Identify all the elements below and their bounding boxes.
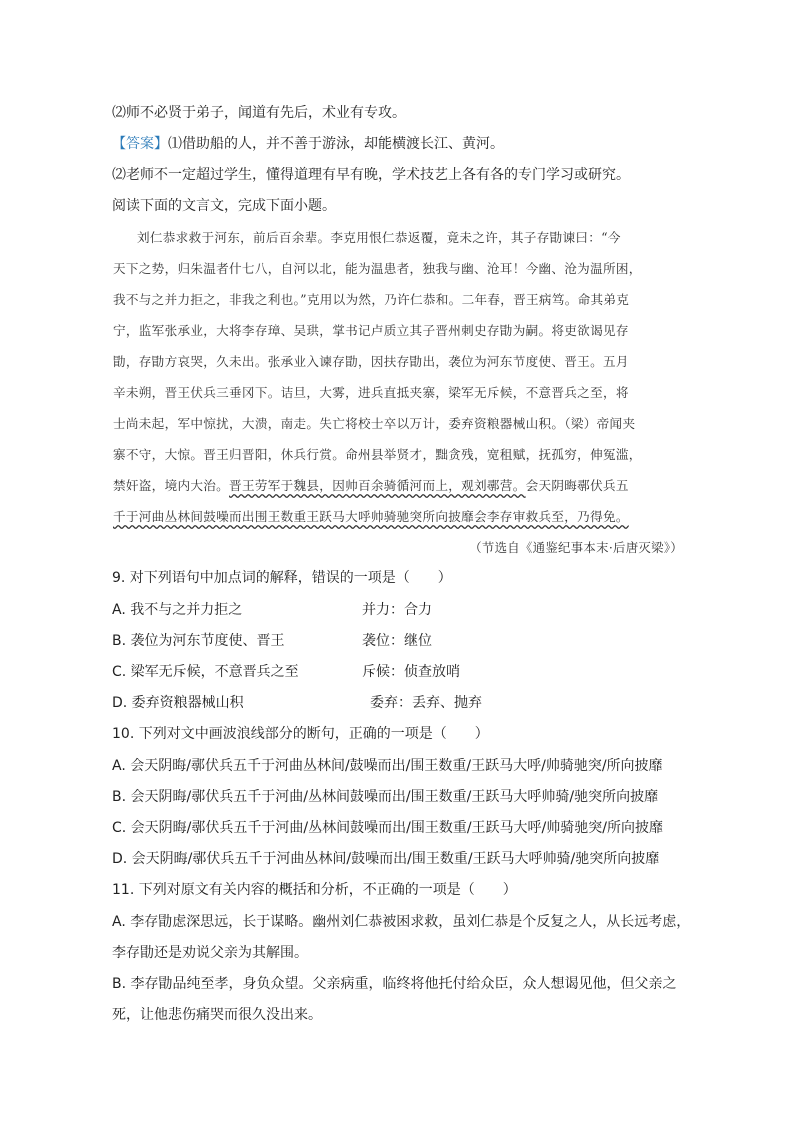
q10-option-c: C. 会天阴晦/鄩伏兵五千于河曲/丛林间鼓噪而出/围王数重/王跃马大呼/帅骑驰突/所向披靡 xyxy=(112,820,663,836)
q9-option-b-gloss: 袭位：继位 xyxy=(362,633,432,649)
q9-option-c-gloss: 斥候：侦查放哨 xyxy=(362,664,460,680)
q9-option-a-gloss: 并力：合力 xyxy=(362,602,432,618)
q9-option-a xyxy=(112,600,432,620)
prev-question-item-2: ⑵师不必贤于弟子，闻道有先后，术业有专攻。 xyxy=(112,105,406,121)
q9-option-b-sentence: B. 袭位为河东节度使、晋王 xyxy=(112,633,285,649)
q11-option-b-line-1: B. 李存勖品纯至孝，身负众望。父亲病重，临终将他托付给众臣，众人想谒见他，但父亲之 xyxy=(112,976,677,992)
wavy-underlined-part-1: 晋王劳军于魏县，因帅百余骑循河而上，观刘鄩营。 xyxy=(229,478,526,493)
answer-line-1 xyxy=(112,134,504,154)
q9-option-d-gloss: 委弃：丢弃、抛弃 xyxy=(370,695,482,711)
q11-option-a-line-1: A. 李存勖虑深思远，长于谋略。幽州刘仁恭被困求救，虽刘仁恭是个反复之人，从长远考虑， xyxy=(112,914,691,930)
passage-line-9 xyxy=(113,476,629,496)
passage-line-6: 辛未朔，晋王伏兵三垂冈下。诘旦，大雾，进兵直抵夹寨，梁军无斥候，不意晋兵之至，将 xyxy=(113,385,629,400)
answer-1-text: ⑴借助船的人，并不善于游泳，却能横渡长江、黄河。 xyxy=(168,136,504,152)
q9-option-d-sentence: D. 委弃资粮器械山积 xyxy=(112,695,244,711)
answer-line-2: ⑵老师不一定超过学生，懂得道理有早有晚，学术技艺上各有各的专门学习或研究。 xyxy=(112,167,630,183)
q9-option-c-sentence: C. 梁军无斥候，不意晋兵之至 xyxy=(112,664,299,680)
q9-option-b xyxy=(112,631,432,651)
question-10-stem: 10. 下列对文中画波浪线部分的断句，正确的一项是（ ） xyxy=(112,726,489,742)
passage-line-8: 寨不守，大惊。晋王归晋阳，休兵行赏。命州县举贤才，黜贪残，宽租赋，抚孤穷，伸冤滥， xyxy=(113,447,642,462)
passage-line-3: 我不与之并力拒之，非我之利也。”克用以为然，乃许仁恭和。二年春，晋王病笃。命其弟克 xyxy=(113,292,630,307)
classical-passage xyxy=(113,228,683,558)
passage-line-5: 勖，存勖方哀哭，久未出。张承业入谏存勖，因扶存勖出，袭位为河东节度使、晋王。五月 xyxy=(113,354,629,369)
passage-source: （节选自《通鉴纪事本末·后唐灭梁》） xyxy=(469,540,683,555)
reading-intro: 阅读下面的文言文，完成下面小题。 xyxy=(112,198,336,214)
passage-line-4: 宁，监军张承业，大将李存璋、吴珙，掌书记卢质立其子晋州刺史存勖为嗣。将吏欲谒见存 xyxy=(113,323,629,338)
passage-line-7: 士尚未起，军中惊扰，大溃，南走。失亡将校士卒以万计，委弃资粮器械山积。（梁）帝闻夹 xyxy=(113,416,636,431)
passage-line-2: 天下之势，归朱温者什七八，自河以北，能为温患者，独我与幽、沧耳！今幽、沧为温所困， xyxy=(113,261,642,276)
question-11-stem: 11. 下列对原文有关内容的概括和分析，不正确的一项是（ ） xyxy=(112,882,517,898)
passage-line-9-tail: 会天阴晦鄩伏兵五 xyxy=(525,478,629,493)
passage-line-9-start: 禁奸盗，境内大治。 xyxy=(113,478,230,493)
passage-line-1: 刘仁恭求救于河东，前后百余辈。李克用恨仁恭返覆，竟未之许，其子存勖谏曰：“今 xyxy=(137,230,621,245)
question-9-stem: 9. 对下列语句中加点词的解释，错误的一项是（ ） xyxy=(112,570,452,586)
q10-option-a: A. 会天阴晦/鄩伏兵五千于河曲丛林间/鼓噪而出/围王数重/王跃马大呼/帅骑驰突/所向披靡 xyxy=(112,758,663,774)
q9-option-c xyxy=(112,662,460,682)
wavy-underlined-line: 千于河曲丛林间鼓噪而出围王数重王跃马大呼帅骑驰突所向披靡会李存审救兵至，乃得免。 xyxy=(113,509,629,524)
q10-option-d: D. 会天阴晦/鄩伏兵五千于河曲丛林间/鼓噪而出/围王数重/王跃马大呼帅骑/驰突所向披靡 xyxy=(112,851,660,867)
q11-option-a-line-2: 李存勖还是劝说父亲为其解围。 xyxy=(112,945,308,961)
q11-option-b-line-2: 死，让他悲伤痛哭而很久没出来。 xyxy=(112,1007,322,1023)
q10-option-b: B. 会天阴晦/鄩伏兵五千于河曲/丛林间鼓噪而出/围王数重/王跃马大呼帅骑/驰突所向披靡 xyxy=(112,789,659,805)
answer-tag: 【答案】 xyxy=(112,136,168,152)
q9-option-d xyxy=(112,693,482,713)
q9-option-a-sentence: A. 我不与之并力拒之 xyxy=(112,602,243,618)
